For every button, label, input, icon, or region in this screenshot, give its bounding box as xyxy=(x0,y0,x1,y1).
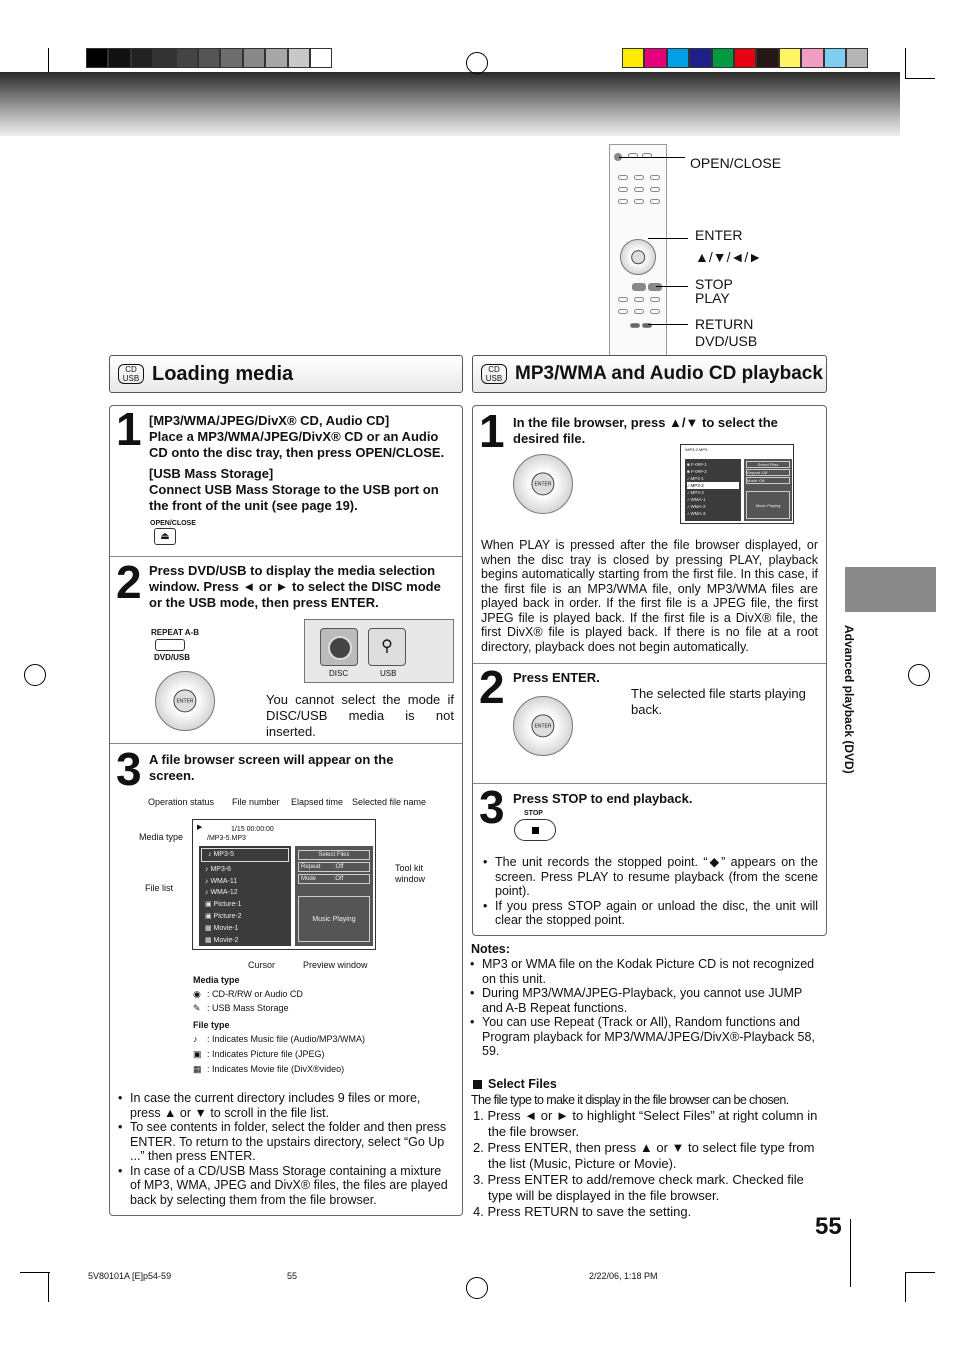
eject-icon: ⏏ xyxy=(154,528,176,545)
callout-cursor: Cursor xyxy=(248,960,276,970)
step-number: 3 xyxy=(479,781,505,833)
usb-icon: ⚲ xyxy=(368,628,406,666)
step3-right-text: Press STOP to end playback. xyxy=(513,791,693,806)
status-line: 1/15 00:00:00 xyxy=(231,826,274,833)
note-item: • You can use Repeat (Track or All), Random functions and Program playback for MP3/WMA/JPEG/DivX®-Playback 58, 59. xyxy=(468,1015,826,1059)
disc-icon xyxy=(320,628,358,666)
disc-icon: ◉ xyxy=(193,989,201,999)
cd-usb-badge: CD USB xyxy=(118,364,144,384)
loading-media-header xyxy=(109,355,463,393)
step3-right-bullets xyxy=(481,855,818,928)
select-files-intro: The file type to make it display in the file browser can be chosen. xyxy=(471,1093,789,1107)
color-swatch xyxy=(756,48,778,68)
note-item: • MP3 or WMA file on the Kodak Picture CD is not recognized on this unit. xyxy=(468,957,826,986)
color-swatch xyxy=(846,48,868,68)
color-swatch xyxy=(310,48,332,68)
enter-joystick-icon: ENTER xyxy=(513,454,573,514)
bullet-item: • In case the current directory includes 9 files or more, press ▲ or ▼ to scroll in the file list. xyxy=(116,1091,454,1120)
divider xyxy=(473,783,826,784)
registration-target-icon xyxy=(466,52,488,74)
header-band xyxy=(0,72,900,136)
step-number: 1 xyxy=(479,405,505,457)
notes-list xyxy=(468,957,826,1059)
label-return: RETURN xyxy=(695,316,754,332)
notes-title: Notes: xyxy=(471,942,510,956)
page-rule xyxy=(850,1219,851,1287)
registration-target-icon xyxy=(908,664,930,686)
usb-icon: ✎ xyxy=(193,1003,201,1013)
repeat-ab-label: REPEAT A-B xyxy=(151,628,199,637)
select-files-steps xyxy=(473,1108,818,1220)
callout-file-list: File list xyxy=(145,883,174,893)
label-play: PLAY xyxy=(695,290,730,306)
picture-icon: ▣ xyxy=(193,1049,202,1059)
leader-line xyxy=(648,238,688,239)
callout-media-type: Media type xyxy=(139,832,184,842)
repeat-row[interactable]: Repeat :Off xyxy=(298,862,370,872)
mini-file-item: ♪ WMA-3 xyxy=(687,511,706,516)
file-path: /MP3-5.MP3 xyxy=(207,835,246,842)
legend: Media type ◉ : CD-R/RW or Audio CD ✎ : USB Mass Storage File type ♪ : Indicates Music file (Audio/MP3/WMA) ▣ : Indicates Picture file (JPEG) ▦ : Indicates Movie file (DivX®video) xyxy=(193,975,366,1074)
step3-text: A file browser screen will appear on the screen. xyxy=(149,752,394,783)
bullet-item: • To see contents in folder, select the folder and then press ENTER. To return to the upstairs directory, select “Go Up ...” then press ENTER. xyxy=(116,1120,454,1164)
section-title: Loading media xyxy=(152,362,294,385)
dvd-usb-label: DVD/USB xyxy=(154,653,191,662)
step2-note: You cannot select the mode if DISC/USB media is not inserted. xyxy=(266,692,454,739)
step-number: 2 xyxy=(116,556,142,608)
color-swatch xyxy=(712,48,734,68)
select-step: 4. Press RETURN to save the setting. xyxy=(473,1204,692,1219)
callout-file-number: File number xyxy=(232,797,280,807)
stop-button-icon xyxy=(514,819,556,841)
mini-file-item: ♪ WMA-2 xyxy=(687,504,706,509)
mini-file-item: ♪ WMA-1 xyxy=(687,497,706,502)
mini-file-item: ♪ MP3-3 xyxy=(687,490,704,495)
bullet-item: • The unit records the stopped point. “◆” appears on the screen. Press PLAY to resume playback (from the scene point). xyxy=(481,855,818,899)
color-swatch xyxy=(108,48,130,68)
leader-line xyxy=(619,157,685,158)
tool-kit-window xyxy=(295,846,373,946)
step1-text: [MP3/WMA/JPEG/DivX® CD, Audio CD] Place a MP3/WMA/JPEG/DivX® CD or an Audio CD onto the disc tray, then press OPEN/CLOSE. [USB Mass Storage] Connect USB Mass Storage to the USB port on the front of the unit (see page 19). xyxy=(149,413,445,513)
section-title: MP3/WMA and Audio CD playback xyxy=(515,363,823,384)
step-number: 1 xyxy=(116,403,142,455)
mini-tool-kit: Select Files Repeat :Off Mode :Off Music Playing xyxy=(744,459,792,521)
registration-target-icon xyxy=(466,1277,488,1299)
select-step: 3. Press ENTER to add/remove check mark. Checked file type will be displayed in the file browser. xyxy=(473,1172,804,1203)
square-bullet-icon xyxy=(473,1080,482,1089)
step1-right-text: In the file browser, press ▲/▼ to select the desired file. xyxy=(513,415,778,446)
registration-target-icon xyxy=(24,664,46,686)
color-swatch xyxy=(265,48,287,68)
play-status-icon: ▶ xyxy=(197,824,203,831)
left-bullets xyxy=(116,1091,454,1207)
color-swatch xyxy=(779,48,801,68)
preview-window: Music Playing xyxy=(298,896,370,942)
enter-joystick-icon: ENTER xyxy=(155,671,215,731)
leader-line xyxy=(656,286,688,287)
crop-mark xyxy=(905,1272,935,1273)
leader-line xyxy=(648,324,688,325)
callout-elapsed-time: Elapsed time xyxy=(291,797,344,807)
callout-selected-file-name: Selected file name xyxy=(352,797,427,807)
color-swatch xyxy=(644,48,666,68)
color-swatch xyxy=(243,48,265,68)
footer-right: 2/22/06, 1:18 PM xyxy=(589,1271,658,1281)
disc-label: DISC xyxy=(329,669,349,678)
label-arrows: ▲/▼/◄/► xyxy=(695,249,763,265)
file-list-item[interactable]: ♪ MP3-5 xyxy=(201,848,289,862)
select-step: 2. Press ENTER, then press ▲ or ▼ to select file type from the list (Music, Picture or Movie). xyxy=(473,1140,815,1171)
select-files-title: Select Files xyxy=(488,1077,557,1091)
mini-file-item: ♪ MP3-1 xyxy=(687,476,704,481)
stop-label: STOP xyxy=(524,810,543,817)
color-swatch xyxy=(198,48,220,68)
select-step: 1. Press ◄ or ► to highlight “Select Files” at right column in the file browser. xyxy=(473,1108,818,1139)
file-list-item[interactable]: ▦ Movie-1 xyxy=(205,924,239,932)
step2-right-note: The selected file starts playing back. xyxy=(631,686,806,717)
file-browser-screen xyxy=(192,819,376,950)
label-open-close: OPEN/CLOSE xyxy=(690,155,782,171)
open-close-button-label: OPEN/CLOSE xyxy=(150,520,196,527)
label-stop: STOP xyxy=(695,276,733,292)
step-number: 2 xyxy=(479,661,505,713)
color-swatch xyxy=(734,48,756,68)
usb-label: USB xyxy=(380,669,397,678)
color-swatch xyxy=(288,48,310,68)
file-list-item[interactable]: ♪ WMA-11 xyxy=(205,877,238,885)
side-tab-label: Advanced playback (DVD) xyxy=(842,625,856,774)
mode-row[interactable]: Mode :Off xyxy=(298,874,370,884)
file-list-item[interactable]: ▣ Picture-2 xyxy=(205,912,242,920)
side-tab xyxy=(845,567,936,612)
mini-file-list xyxy=(685,459,741,521)
crop-mark xyxy=(905,1272,906,1302)
divider xyxy=(110,743,462,744)
color-swatch xyxy=(131,48,153,68)
mini-file-item: ■ F-0##-2 xyxy=(687,469,707,474)
footer-center: 55 xyxy=(287,1271,298,1281)
step2-text: Press DVD/USB to display the media selection window. Press ◄ or ► to select the DISC mode or the USB mode, then press ENTER. xyxy=(149,563,441,610)
file-list-item[interactable]: ▦ Movie-2 xyxy=(205,936,239,944)
dvd-usb-button xyxy=(155,639,185,651)
color-swatch xyxy=(220,48,242,68)
callout-operation-status: Operation status xyxy=(148,797,215,807)
color-swatch xyxy=(667,48,689,68)
color-swatch xyxy=(86,48,108,68)
step-number: 3 xyxy=(116,743,142,795)
cd-usb-badge: CD USB xyxy=(481,364,507,384)
mini-file-browser: /MP3-2.MP3 ■ F-0##-1 ■ F-0##-2 ♪ MP3-1 ♪ MP3-2 ♪ MP3-3 ♪ WMA-1 ♪ WMA-2 ♪ WMA-3 Select Files Repeat :Off Mode :Off Music Playing xyxy=(680,444,794,524)
file-list-item[interactable]: ♪ MP3-6 xyxy=(205,865,232,873)
color-swatch xyxy=(153,48,175,68)
file-list xyxy=(199,846,291,946)
label-enter: ENTER xyxy=(695,227,743,243)
mini-file-item: ♪ MP3-2 xyxy=(687,482,739,489)
color-swatch xyxy=(176,48,198,68)
footer-left: 5V80101A [E]p54-59 xyxy=(88,1271,172,1281)
crop-mark xyxy=(20,1272,50,1273)
label-dvd-usb: DVD/USB xyxy=(695,333,758,349)
color-swatch xyxy=(622,48,644,68)
crop-mark xyxy=(905,78,935,79)
callout-preview: Preview window xyxy=(303,960,368,970)
bullet-item: • If you press STOP again or unload the disc, the unit will clear the stopped point. xyxy=(481,899,818,928)
playback-header xyxy=(472,355,827,393)
color-swatch xyxy=(689,48,711,68)
crop-mark xyxy=(905,48,906,78)
color-swatch xyxy=(801,48,823,68)
divider xyxy=(110,556,462,557)
bullet-item: • In case of a CD/USB Mass Storage containing a mixture of MP3, WMA, JPEG and DivX® files, the files are played back by selecting them from the file browser. xyxy=(116,1164,454,1208)
divider xyxy=(473,663,826,664)
file-list-item[interactable]: ♪ WMA-12 xyxy=(205,889,238,897)
select-files-button[interactable]: Select Files xyxy=(298,850,370,860)
step1-right-paragraph: When PLAY is pressed after the file browser displayed, or when the disc tray is closed by pressing PLAY, playback begins automatically starting from the first file. In this case, if the first file is an MP3/WMA file, only MP3/WMA files are played back in order. If the first file is a JPEG file, the first JPEG file is played back. If the first file is a DivX® file, the first DivX® file is played back. If there is no file at a root directory, playback does not begin automatically. xyxy=(481,538,818,654)
page-number: 55 xyxy=(815,1213,842,1240)
movie-icon: ▦ xyxy=(193,1064,202,1074)
file-list-item[interactable]: ▣ Picture-1 xyxy=(205,901,242,909)
media-selection-window xyxy=(304,619,454,683)
step2-right-text: Press ENTER. xyxy=(513,670,600,685)
mini-file-item: ■ F-0##-1 xyxy=(687,462,707,467)
callout-tool-kit: Tool kit window xyxy=(395,863,426,884)
color-swatch xyxy=(824,48,846,68)
crop-mark xyxy=(48,1272,49,1302)
note-item: • During MP3/WMA/JPEG-Playback, you cannot use JUMP and A-B Repeat functions. xyxy=(468,986,826,1015)
music-icon: ♪ xyxy=(193,1034,198,1044)
enter-joystick-icon: ENTER xyxy=(513,696,573,756)
